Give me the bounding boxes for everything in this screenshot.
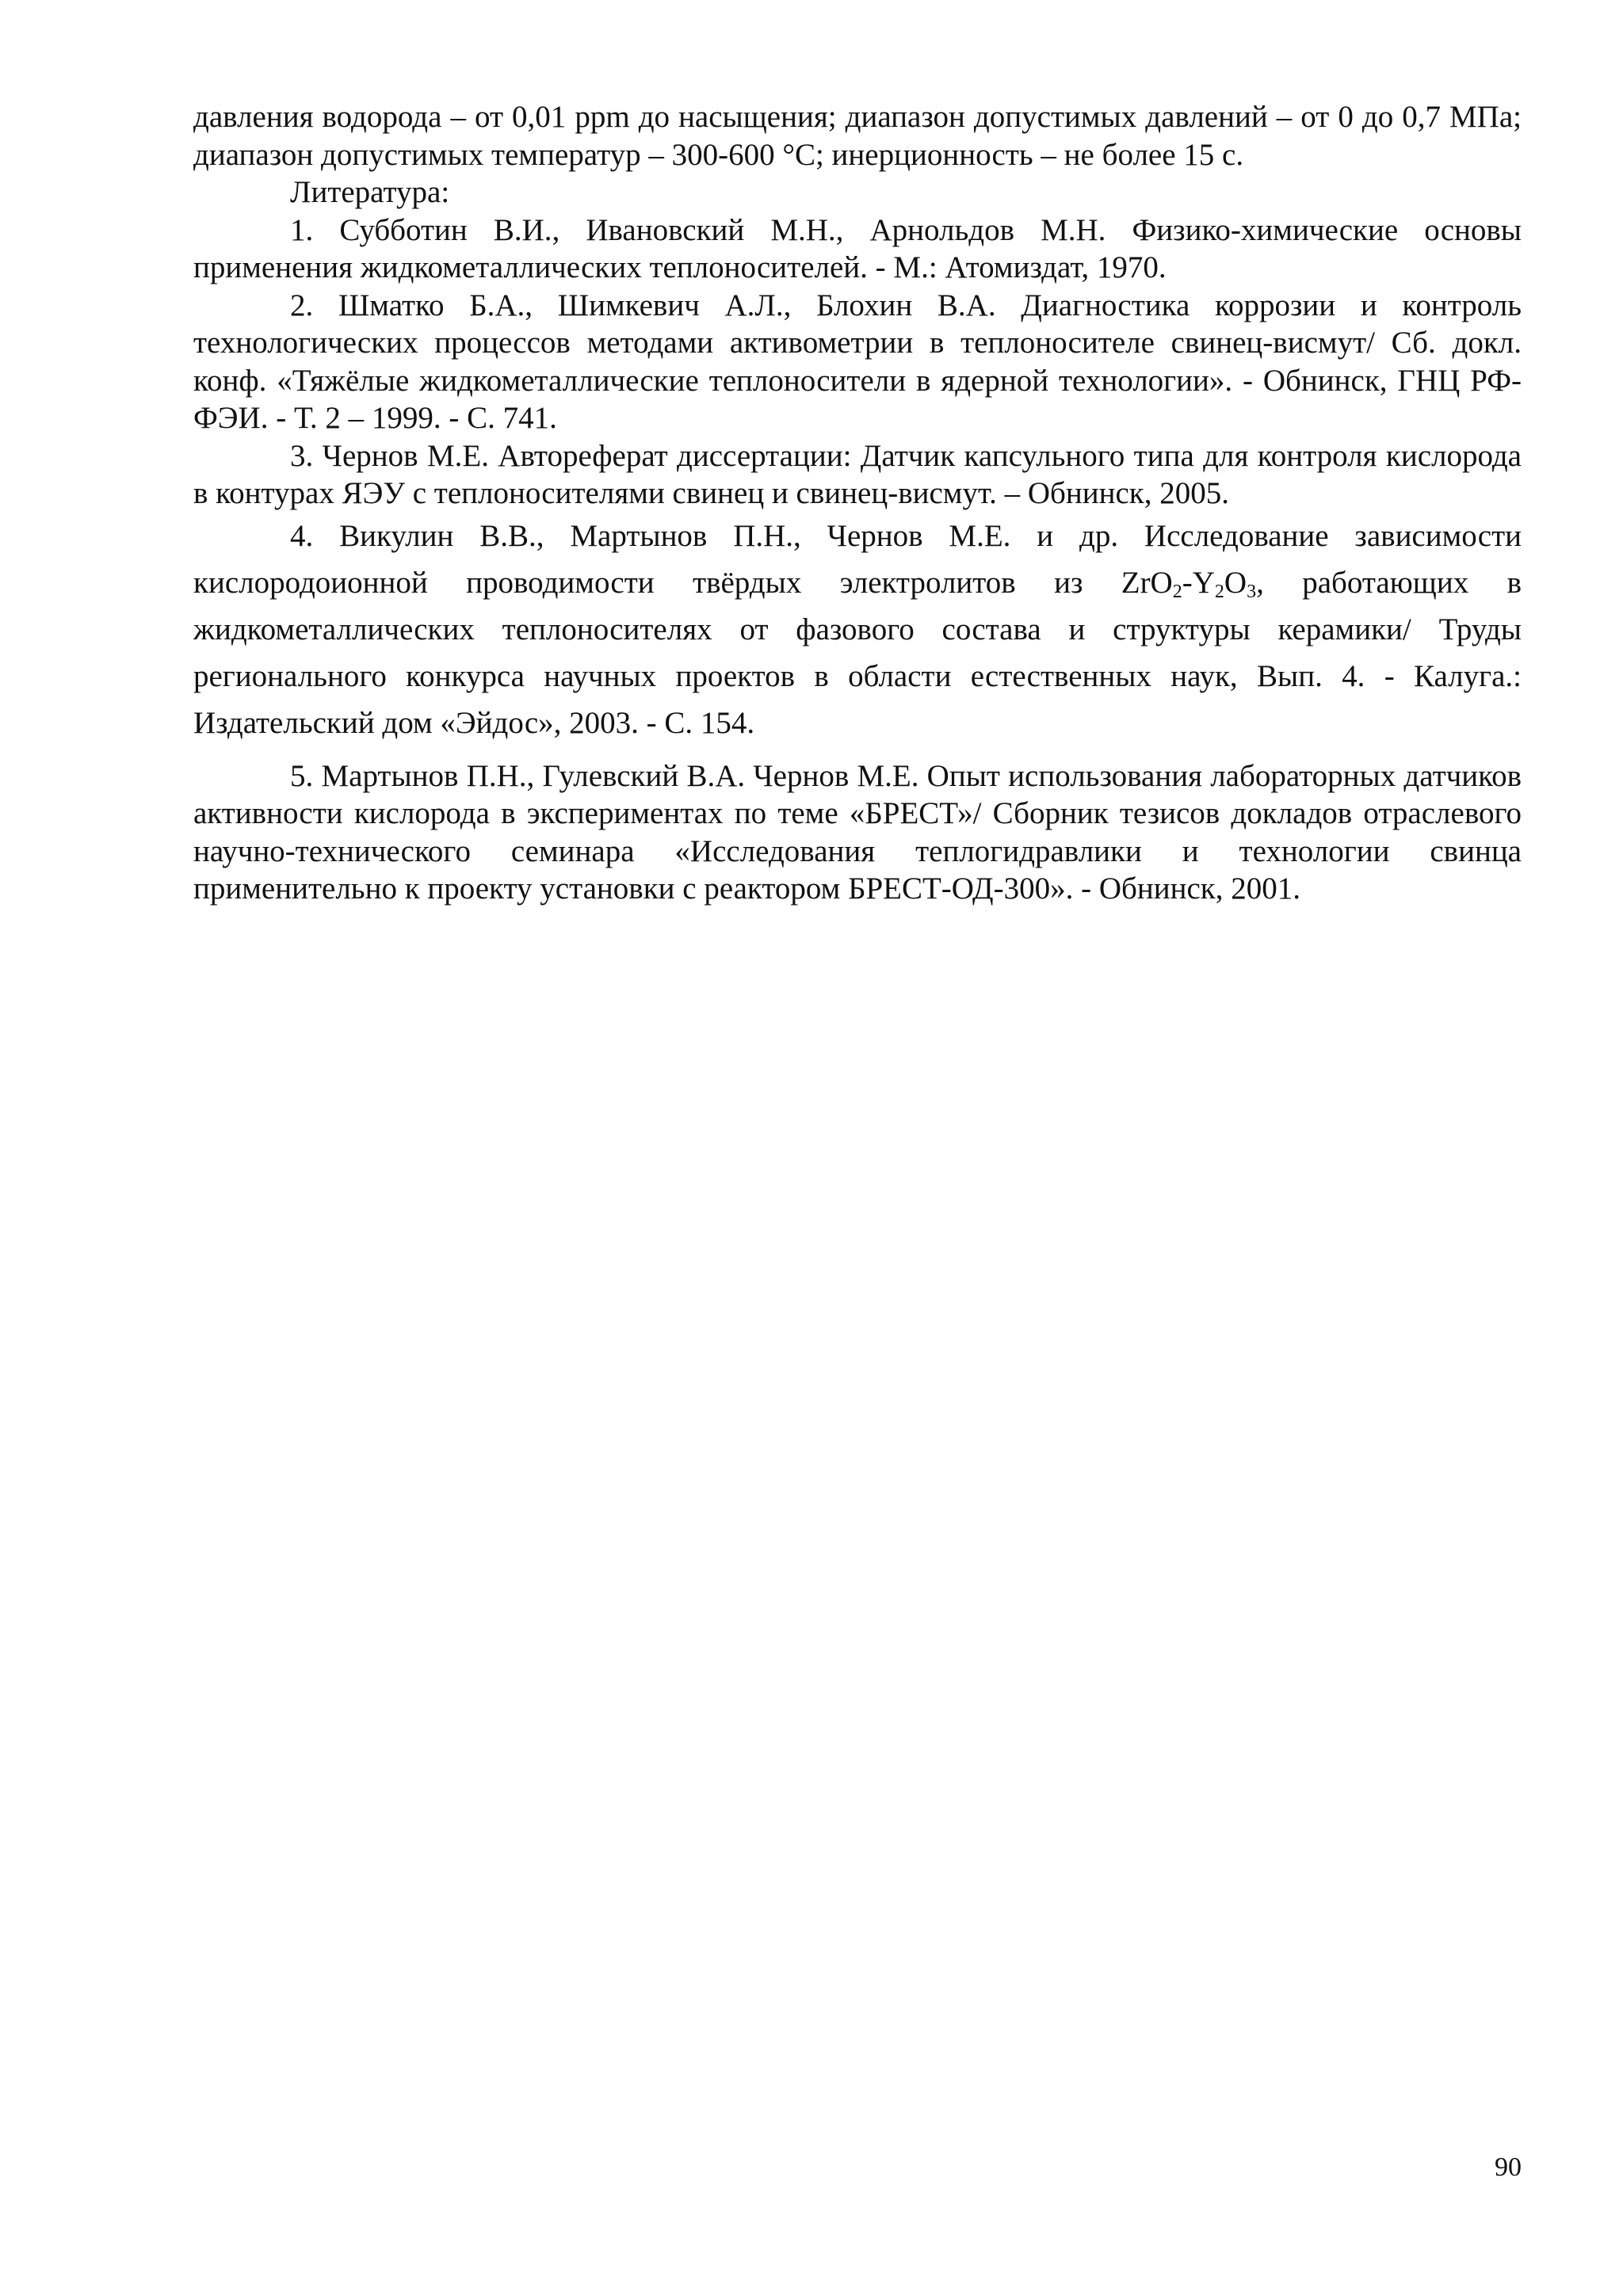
formula-dash: - [1182,565,1193,600]
formula-subscript: 3 [1247,581,1257,602]
reference-text: 4. Викулин В.В., Мартынов П.Н., Чернов М.Е. и др. Исследование зависимости кислородоионной проводимости твёрдых электролитов из [193,518,1522,600]
reference-item [193,513,1522,746]
formula-base: Y [1192,565,1215,600]
reference-item: 3. Чернов М.Е. Автореферат диссертации: Датчик капсульного типа для контроля кислорода в контурах ЯЭУ с теплоносителями свинец и свинец-висмут. – Обнинск, 2005. [193,438,1522,510]
reference-item: 2. Шматко Б.А., Шимкевич А.Л., Блохин В.А. Диагностика коррозии и контроль технологических процессов методами активометрии в теплоносителе свинец-висмут/ Сб. докл. конф. «Тяжёлые жидкометаллические теплоносители в ядерной технологии». - Обнинск, ГНЦ РФ-ФЭИ. - Т. 2 – 1999. - С. 741. [193,288,1522,435]
reference-item: 5. Мартынов П.Н., Гулевский В.А. Чернов М.Е. Опыт использования лабораторных датчиков активности кислорода в экспериментах по теме «БРЕСТ»/ Сборник тезисов докладов отраслевого научно-технического семинара «Исследования теплогидравлики и технологии свинца применительно к проекту установки с реактором БРЕСТ-ОД-300». - Обнинск, 2001. [193,758,1522,906]
intro-paragraph: давления водорода – от 0,01 ppm до насыщения; диапазон допустимых давлений – от 0 до 0,7 МПа; диапазон допустимых температур – 300-600 °С; инерционность – не более 15 с. [193,100,1522,172]
reference-text: , работающих в жидкометаллических теплоносителях от фазового состава и структуры керамики/ Труды регионального конкурса научных проектов в области естественных наук, Вып. 4. - Калуга.: Издательский дом «Эйдос», 2003. - С. 154. [193,565,1522,740]
formula-y2o3 [1193,566,1256,600]
reference-item: 1. Субботин В.И., Ивановский М.Н., Арнольдов М.Н. Физико-химические основы применения жидкометаллических теплоносителей. - М.: Атомиздат, 1970. [193,212,1522,284]
formula-subscript: 2 [1214,581,1224,602]
formula-base: ZrO [1121,565,1173,600]
body-text [193,98,1522,908]
literature-heading: Литература: [290,175,450,209]
formula-base: O [1224,565,1247,600]
formula-subscript: 2 [1172,581,1182,602]
page-number: 90 [1495,2153,1522,2182]
formula-zro2 [1121,566,1182,600]
